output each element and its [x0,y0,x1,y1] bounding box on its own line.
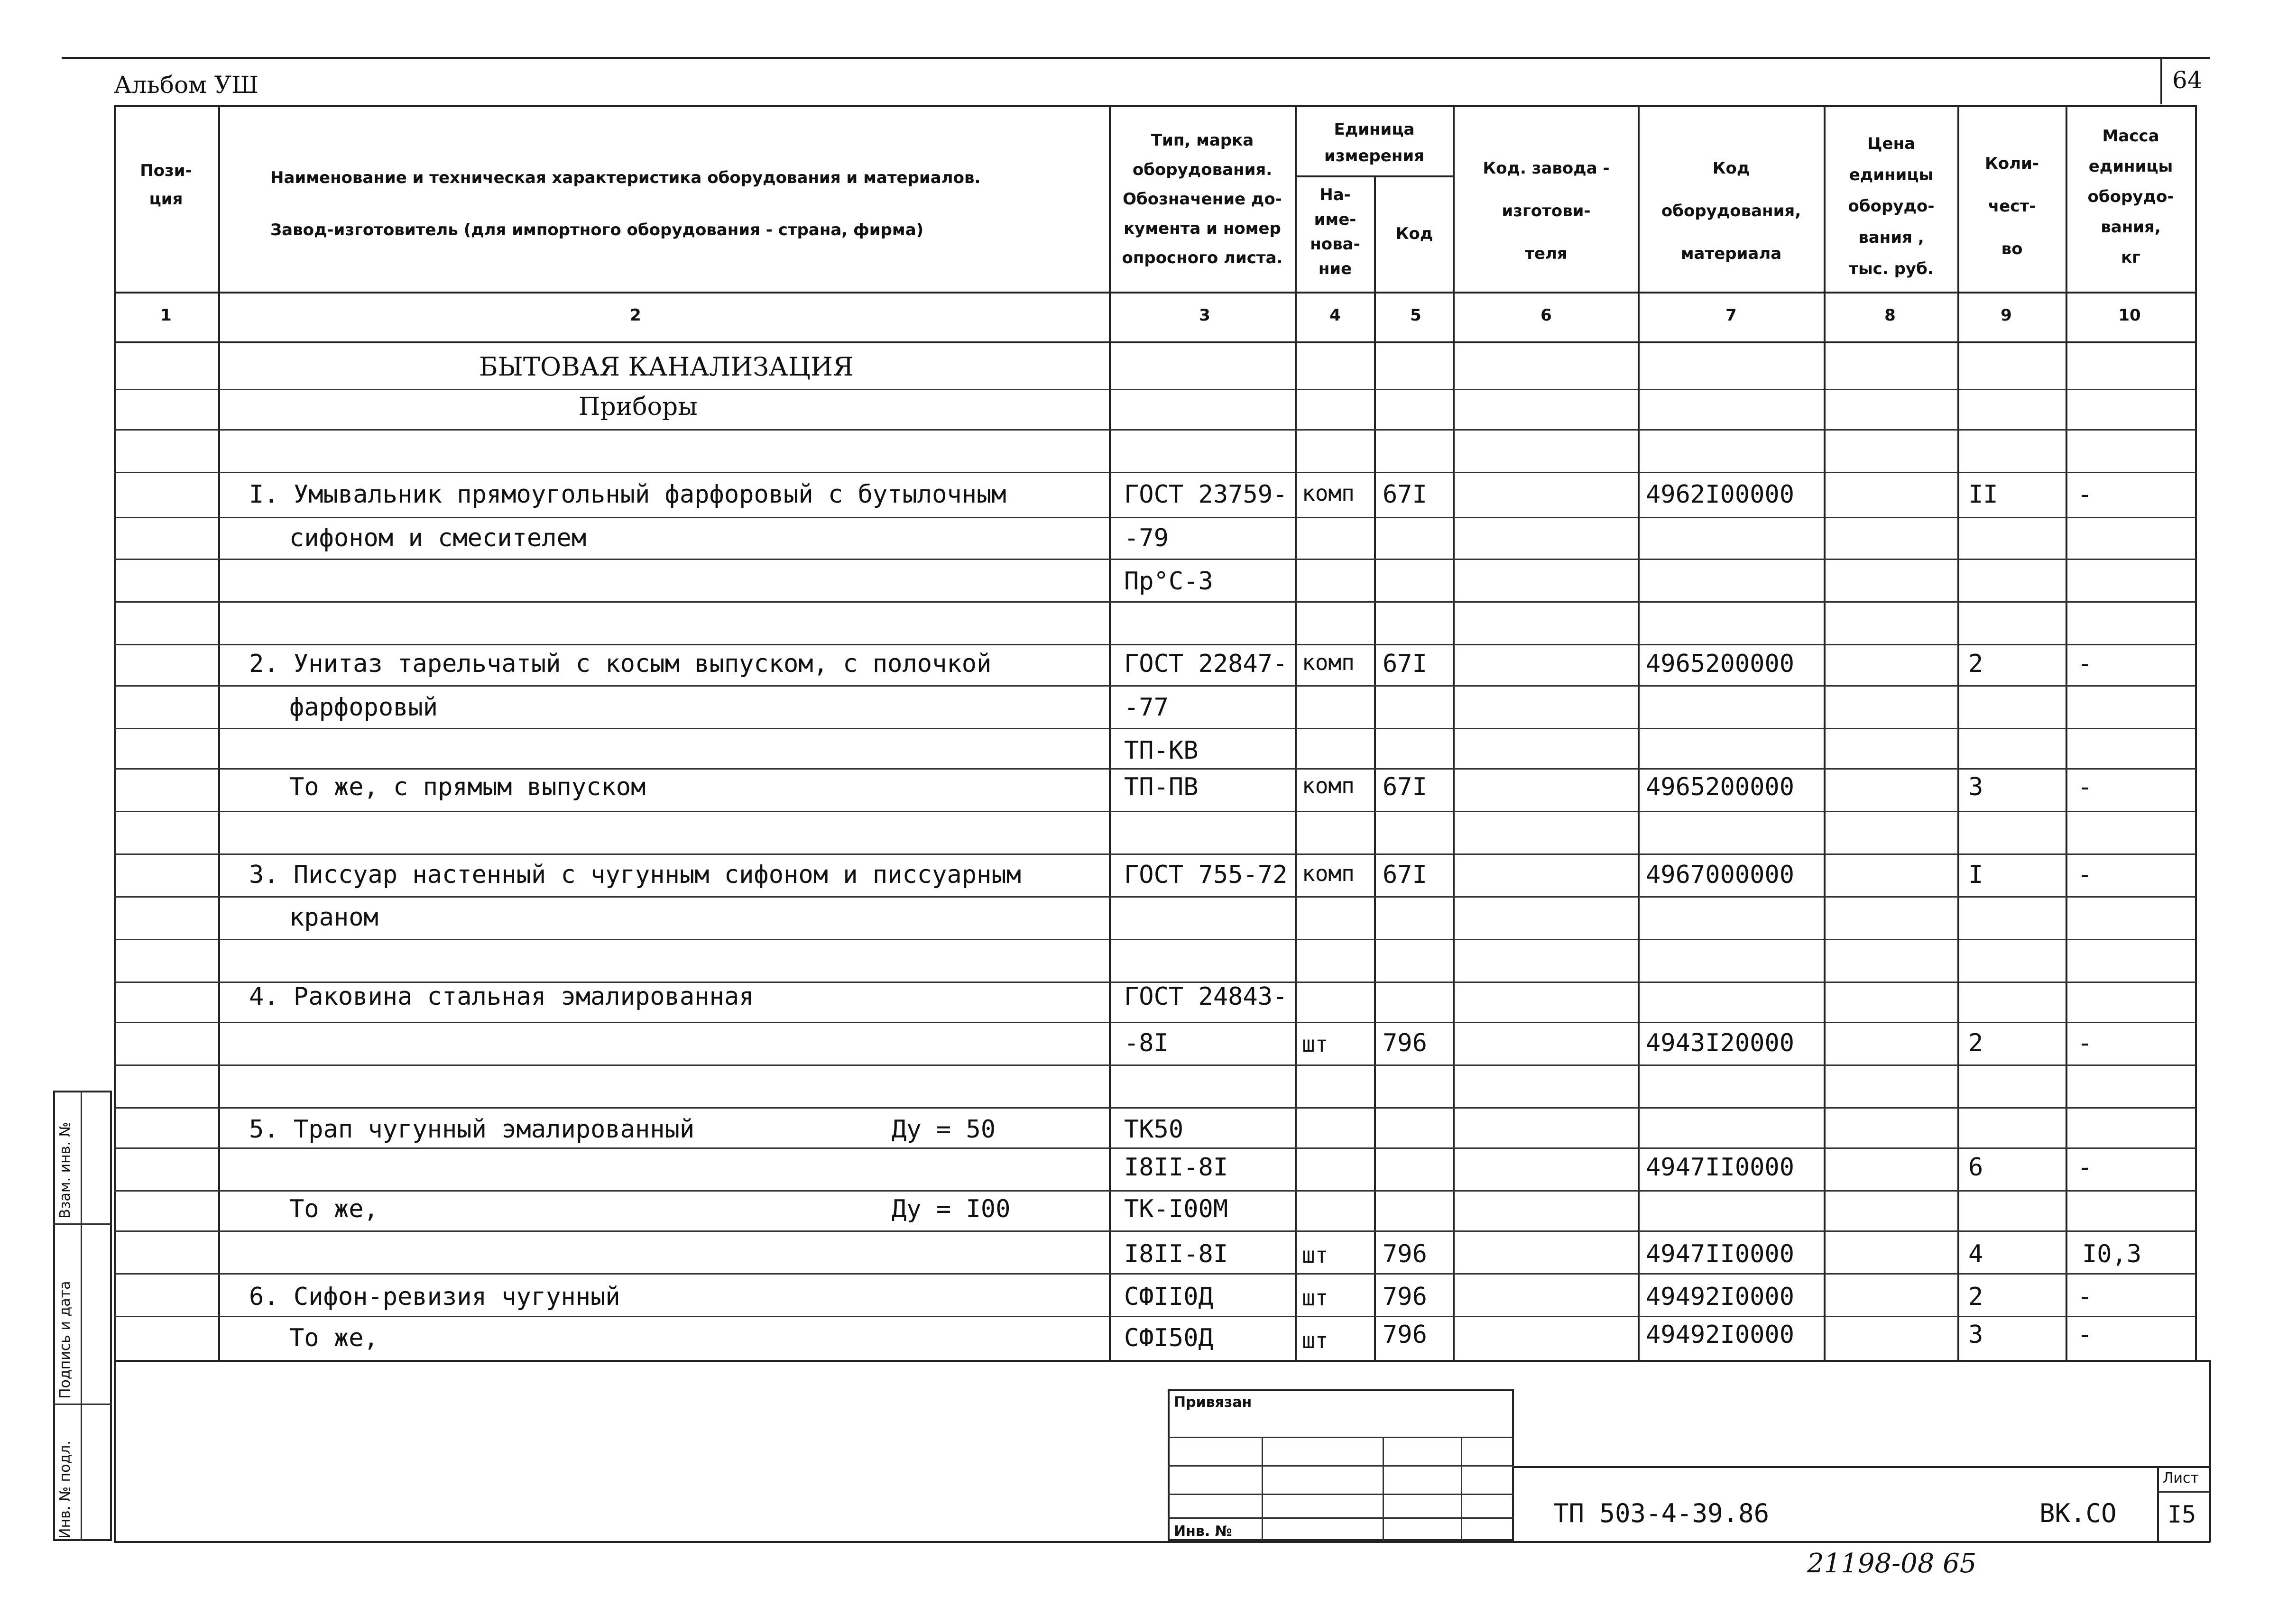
top-page-number: 64 [2172,66,2203,94]
row-2-code: 67I [1383,650,1427,678]
row-6-unit: шт [1302,1285,1328,1311]
handwritten-note: 21198-08 65 [1807,1548,1977,1579]
row-4b-type: -8I [1124,1029,1169,1057]
row-line [114,472,2196,473]
row-4b-unit: шт [1302,1031,1328,1057]
row-6-qty: 2 [1968,1283,1983,1311]
table-top-border [114,105,2196,107]
row-2-name: 2. Унитаз тарельчатый с косым выпуском, с полочкой [249,650,992,678]
row-3-mass: - [2077,861,2093,889]
table-right-border [2195,105,2197,1362]
row-6b-mass: - [2077,1321,2093,1349]
row-3-equip-code: 4967000000 [1646,861,1795,889]
header-name: Наименование и техническая характеристика оборудования и материалов. Завод-изготовитель (для импортного оборудования - страна, фирма) [270,168,981,239]
col-sep-3 [1295,105,1297,1362]
row-5-dn: Ду = 50 [892,1115,996,1144]
row-5d-unit: шт [1302,1242,1328,1268]
row-1b-type: -79 [1124,524,1169,552]
row-line [114,429,2196,431]
row-3-unit: комп [1302,861,1355,886]
header-equipment-code: Код оборудования, материала [1661,159,1801,263]
row-6-equip-code: 49492I0000 [1646,1283,1795,1311]
header-type: Тип, марка оборудования. Обозначение до- кумента и номер опросного листа. [1122,131,1283,267]
side-label-inv: Инв. № подл. [57,1440,74,1539]
stamp-sheet-divider [2157,1466,2159,1542]
row-5d-qty: 4 [1968,1240,1983,1268]
col-sep-2 [1109,105,1111,1362]
colnum-10: 10 [2118,306,2141,325]
row-line [114,685,2196,687]
side-label-signature: Подпись и дата [57,1281,74,1399]
col-sep-5 [1453,105,1455,1362]
stamp-vline [1383,1437,1384,1541]
row-1-qty: II [1968,480,1998,509]
row-3-code: 67I [1383,861,1427,889]
row-6b-unit: шт [1302,1328,1328,1353]
colnum-7: 7 [1725,306,1737,325]
side-label-replaced: Взам. инв. № [57,1122,74,1219]
row-line [114,939,2196,940]
top-rule [62,57,2210,59]
row-1c-type: Пр°С-3 [1124,567,1213,596]
row-5d-type: I8II-8I [1124,1240,1228,1268]
row-4-name: 4. Раковина стальная эмалированная [249,982,754,1011]
row-line [114,728,2196,729]
stamp-sheet-line [2157,1491,2210,1493]
stamp-inv-label: Инв. № [1174,1523,1232,1540]
row-2d-qty: 3 [1968,773,1983,801]
row-line [114,559,2196,560]
row-5-type: ТК50 [1124,1115,1184,1144]
row-3b-name: краном [289,903,378,932]
row-2-unit: комп [1302,650,1355,675]
row-line [114,389,2196,390]
row-4-type: ГОСТ 24843- [1124,982,1288,1011]
row-4b-qty: 2 [1968,1029,1983,1057]
page-bottom-border [114,1541,2210,1543]
stamp-vline [1262,1437,1263,1541]
row-line [114,1316,2196,1317]
row-5b-mass: - [2077,1153,2093,1182]
row-line [114,768,2196,770]
album-label: Альбом УШ [114,71,259,99]
colnum-9: 9 [2001,306,2012,325]
row-6-name: 6. Сифон-ревизия чугунный [249,1283,620,1311]
row-line [114,1064,2196,1066]
row-1-equip-code: 4962I00000 [1646,480,1795,509]
col-sep-1 [218,105,220,1362]
colnum-2: 2 [630,306,641,325]
row-line [114,601,2196,603]
row-line [114,1273,2196,1275]
colnum-1: 1 [160,306,172,325]
row-6b-equip-code: 49492I0000 [1646,1321,1795,1349]
row-1-mass: - [2077,480,2093,509]
sheet-label: Лист [2163,1470,2199,1486]
row-2-equip-code: 4965200000 [1646,650,1795,678]
header-bottom-border [114,292,2196,294]
stamp-right-border [2209,1360,2211,1542]
row-5b-type: I8II-8I [1124,1153,1228,1182]
table-left-border [114,105,116,1542]
unit-subheader-rule [1295,175,1454,177]
row-5c-name: То же, [289,1195,378,1223]
doc-suffix: ВК.СО [2039,1498,2117,1528]
colnum-bottom-border [114,341,2196,343]
row-4b-mass: - [2077,1029,2093,1057]
row-line [114,1107,2196,1109]
col-sep-7 [1824,105,1826,1362]
row-2-qty: 2 [1968,650,1983,678]
row-line [114,1022,2196,1023]
stamp-attached-label: Привязан [1174,1394,1252,1411]
row-4b-equip-code: 4943I20000 [1646,1029,1795,1057]
header-mass: Масса единицы оборудо- вания, кг [2087,127,2174,267]
row-1-unit: комп [1302,480,1355,506]
colnum-6: 6 [1540,306,1552,325]
col-sep-8 [1957,105,1959,1362]
sheet-number: I5 [2168,1501,2196,1528]
row-line [114,1230,2196,1232]
row-2d-name: То же, с прямым выпуском [289,773,646,801]
row-5d-code: 796 [1383,1240,1427,1268]
header-unit: Единица измерения [1324,120,1424,165]
row-line [114,811,2196,812]
row-5-name: 5. Трап чугунный эмалированный [249,1115,695,1144]
row-5b-qty: 6 [1968,1153,1983,1182]
row-6b-qty: 3 [1968,1321,1983,1349]
row-line [114,853,2196,855]
row-2d-mass: - [2077,773,2093,801]
section-title: БЫТОВАЯ КАНАЛИЗАЦИЯ [479,352,854,382]
row-2-mass: - [2077,650,2093,678]
row-2b-name: фарфоровый [289,693,438,722]
row-2d-equip-code: 4965200000 [1646,773,1795,801]
stamp-vline [1461,1437,1462,1541]
side-binding-line [81,1091,82,1541]
colnum-8: 8 [1884,306,1896,325]
colnum-4: 4 [1329,306,1341,325]
row-4b-code: 796 [1383,1029,1427,1057]
row-6-mass: - [2077,1283,2093,1311]
section-subtitle: Приборы [579,393,698,421]
colnum-3: 3 [1199,306,1210,325]
row-5d-equip-code: 4947II0000 [1646,1240,1795,1268]
header-position: Пози- ция [140,161,192,209]
header-price: Цена единицы оборудо- вания , тыс. руб. [1848,134,1935,278]
header-unit-code: Код [1395,224,1433,243]
row-5c-dn: Ду = I00 [892,1195,1011,1223]
row-2c-type: ТП-КВ [1124,736,1199,765]
header-quantity: Коли- чест- во [1985,154,2039,258]
row-3-qty: I [1968,861,1983,889]
row-line [114,644,2196,645]
row-1-code: 67I [1383,480,1427,509]
row-2b-type: -77 [1124,693,1169,722]
row-line [114,1190,2196,1192]
row-2d-type: ТП-ПВ [1124,773,1199,801]
row-line [114,517,2196,518]
row-5d-mass: I0,3 [2082,1240,2142,1268]
page-number-divider [2160,57,2162,104]
row-2-type: ГОСТ 22847- [1124,650,1288,678]
row-2d-code: 67I [1383,773,1427,801]
side-binding-sep [53,1223,112,1225]
row-line [114,1147,2196,1149]
header-factory-code: Код. завода - изготови- теля [1483,159,1610,263]
side-binding-sep [53,1404,112,1405]
row-6b-name: То же, [289,1324,378,1352]
col-sep-9 [2066,105,2067,1362]
header-unit-name: На- име- нова- ние [1310,185,1360,278]
row-1-name: I. Умывальник прямоугольный фарфоровый с бутылочным [249,480,1006,509]
doc-code: ТП 503-4-39.86 [1553,1498,1770,1528]
row-6-code: 796 [1383,1283,1427,1311]
row-1-type: ГОСТ 23759- [1124,480,1288,509]
col-sep-6 [1638,105,1640,1362]
row-6-type: СФII0Д [1124,1283,1213,1311]
stamp-doc-top [1514,1466,2211,1468]
row-3-name: 3. Писсуар настенный с чугунным сифоном и писсуарным [249,861,1021,889]
row-5c-type: ТК-I00М [1124,1195,1228,1223]
row-line [114,896,2196,898]
table-bottom-border [114,1360,2210,1362]
row-5b-equip-code: 4947II0000 [1646,1153,1795,1182]
row-3-type: ГОСТ 755-72 [1124,861,1288,889]
colnum-5: 5 [1410,306,1421,325]
row-6b-type: СФI50Д [1124,1324,1213,1352]
row-2d-unit: комп [1302,773,1355,798]
row-1b-name: сифоном и смесителем [289,524,587,552]
row-6b-code: 796 [1383,1321,1427,1349]
